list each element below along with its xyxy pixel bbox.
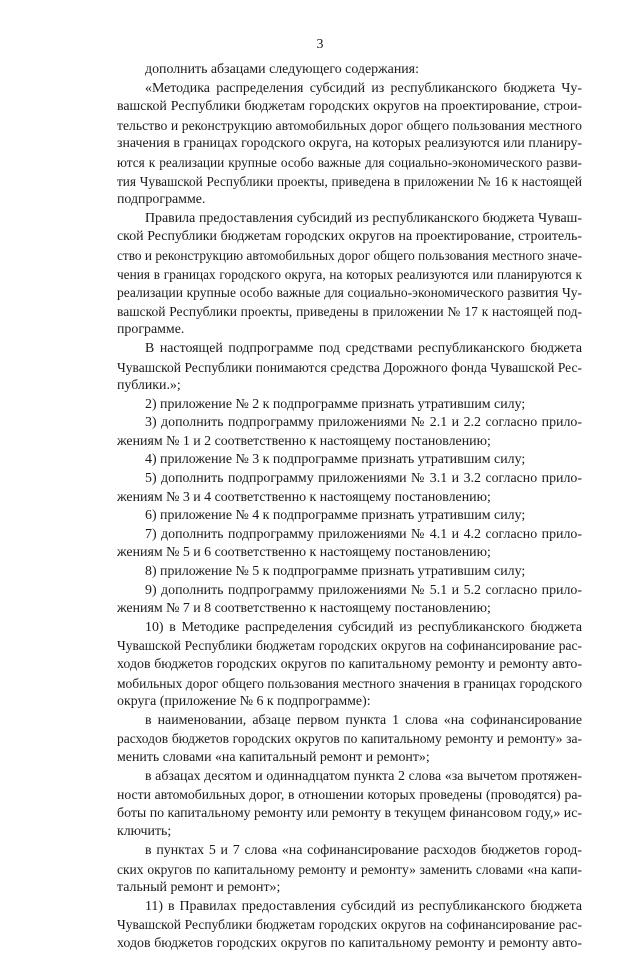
- text-line: дополнить абзацами следующего содержания:: [145, 62, 419, 77]
- text-line: ской Республики бюджетам городских округов на проектирование, строитель-: [117, 229, 582, 245]
- text-line: тия Чувашской Республики проекты, приведена в приложении № 16 к настоящей: [117, 173, 582, 189]
- text-line: 2) приложение № 2 к подпрограмме признать утратившим силу;: [145, 396, 526, 412]
- text-line: публики.»;: [117, 378, 181, 394]
- text-line: В настоящей подпрограмме под средствами республиканского бюджета: [145, 340, 582, 356]
- text-line: Чувашской Республики бюджетам городских округов на софинансирование рас-: [117, 917, 582, 933]
- text-line: 4) приложение № 3 к подпрограмме признать утратившим силу;: [145, 452, 526, 468]
- text-line: тальный ремонт и ремонт»;: [117, 880, 281, 896]
- text-line: реализации крупные особо важные для социально-экономического развития Чу-: [117, 285, 582, 301]
- text-line: жениям № 1 и 2 соответственно к настоящему постановлению;: [117, 433, 491, 449]
- text-line: в абзацах десятом и одиннадцатом пункта 2 слова «за вычетом протяжен-: [145, 768, 582, 784]
- text-line: 7) дополнить подпрограмму приложениями № 4.1 и 4.2 согласно прило-: [145, 526, 582, 542]
- text-line: 3) дополнить подпрограмму приложениями № 2.1 и 2.2 согласно прило-: [145, 415, 582, 431]
- text-line: жениям № 3 и 4 соответственно к настоящему постановлению;: [117, 489, 491, 505]
- document-body: [117, 61, 582, 954]
- text-line: тельство и реконструкцию автомобильных дорог общего пользования местного: [117, 117, 582, 133]
- text-line: ности автомобильных дорог, в отношении которых проведены (проводятся) ра-: [117, 787, 582, 803]
- text-line: в пунктах 5 и 7 слова «на софинансирование расходов бюджетов город-: [145, 842, 582, 858]
- text-line: ских округов по капитальному ремонту и ремонту» заменить словами «на капи-: [117, 861, 582, 877]
- text-line: Правила предоставления субсидий из республиканского бюджета Чуваш-: [145, 210, 582, 226]
- text-line: 8) приложение № 5 к подпрограмме признать утратившим силу;: [145, 564, 526, 580]
- text-line: в наименовании, абзаце первом пункта 1 слова «на софинансирование: [145, 712, 582, 728]
- text-line: подпрограмме.: [117, 192, 206, 208]
- text-line: 11) в Правилах предоставления субсидий из республиканского бюджета: [145, 898, 582, 914]
- text-line: чения в границах городского округа, на которых реализуются или планируются к: [117, 266, 582, 282]
- text-line: 5) дополнить подпрограмму приложениями № 3.1 и 3.2 согласно прило-: [145, 471, 582, 487]
- text-line: вашской Республики проекты, приведены в приложении № 17 к настоящей под-: [117, 303, 582, 319]
- text-line: «Методика распределения субсидий из республиканского бюджета Чу-: [145, 80, 582, 96]
- text-line: округа (приложение № 6 к подпрограмме):: [117, 694, 371, 710]
- text-line: жениям № 7 и 8 соответственно к настоящему постановлению;: [117, 601, 491, 617]
- text-line: значения в границах городского округа, на которых реализуются или планиру-: [117, 136, 583, 152]
- text-line: расходов бюджетов городских округов по капитальному ремонту и ремонту» за-: [117, 731, 582, 747]
- text-line: Чувашской Республики понимаются средства Дорожного фонда Чувашской Рес-: [117, 359, 582, 375]
- text-line: ходов бюджетов городских округов по капитальному ремонту и ремонту авто-: [117, 657, 582, 672]
- text-line: менить словами «на капитальный ремонт и ремонт»;: [117, 749, 430, 765]
- text-line: боты по капитальному ремонту или ремонту в текущем финансовом году,» ис-: [117, 805, 583, 821]
- text-line: 10) в Методике распределения субсидий из республиканского бюджета: [145, 619, 582, 635]
- page-number: 3: [316, 37, 324, 52]
- text-line: ство и реконструкцию автомобильных дорог общего пользования местного значе-: [117, 247, 582, 263]
- text-line: ключить;: [117, 824, 172, 840]
- text-line: вашской Республики бюджетам городских округов на проектирование, строи-: [117, 99, 582, 115]
- text-line: ходов бюджетов городских округов по капитальному ремонту и ремонту авто-: [117, 935, 582, 951]
- text-line: мобильных дорог общего пользования местного значения в границах городского: [117, 675, 582, 691]
- text-line: жениям № 5 и 6 соответственно к настоящему постановлению;: [117, 545, 491, 561]
- text-line: 6) приложение № 4 к подпрограмме признать утратившим силу;: [145, 508, 526, 524]
- text-line: ются к реализации крупные особо важные для социально-экономического разви-: [117, 154, 582, 170]
- text-line: программе.: [117, 322, 185, 338]
- text-line: 9) дополнить подпрограмму приложениями № 5.1 и 5.2 согласно прило-: [145, 582, 582, 598]
- text-line: Чувашской Республики бюджетам городских округов на софинансирование рас-: [117, 638, 582, 654]
